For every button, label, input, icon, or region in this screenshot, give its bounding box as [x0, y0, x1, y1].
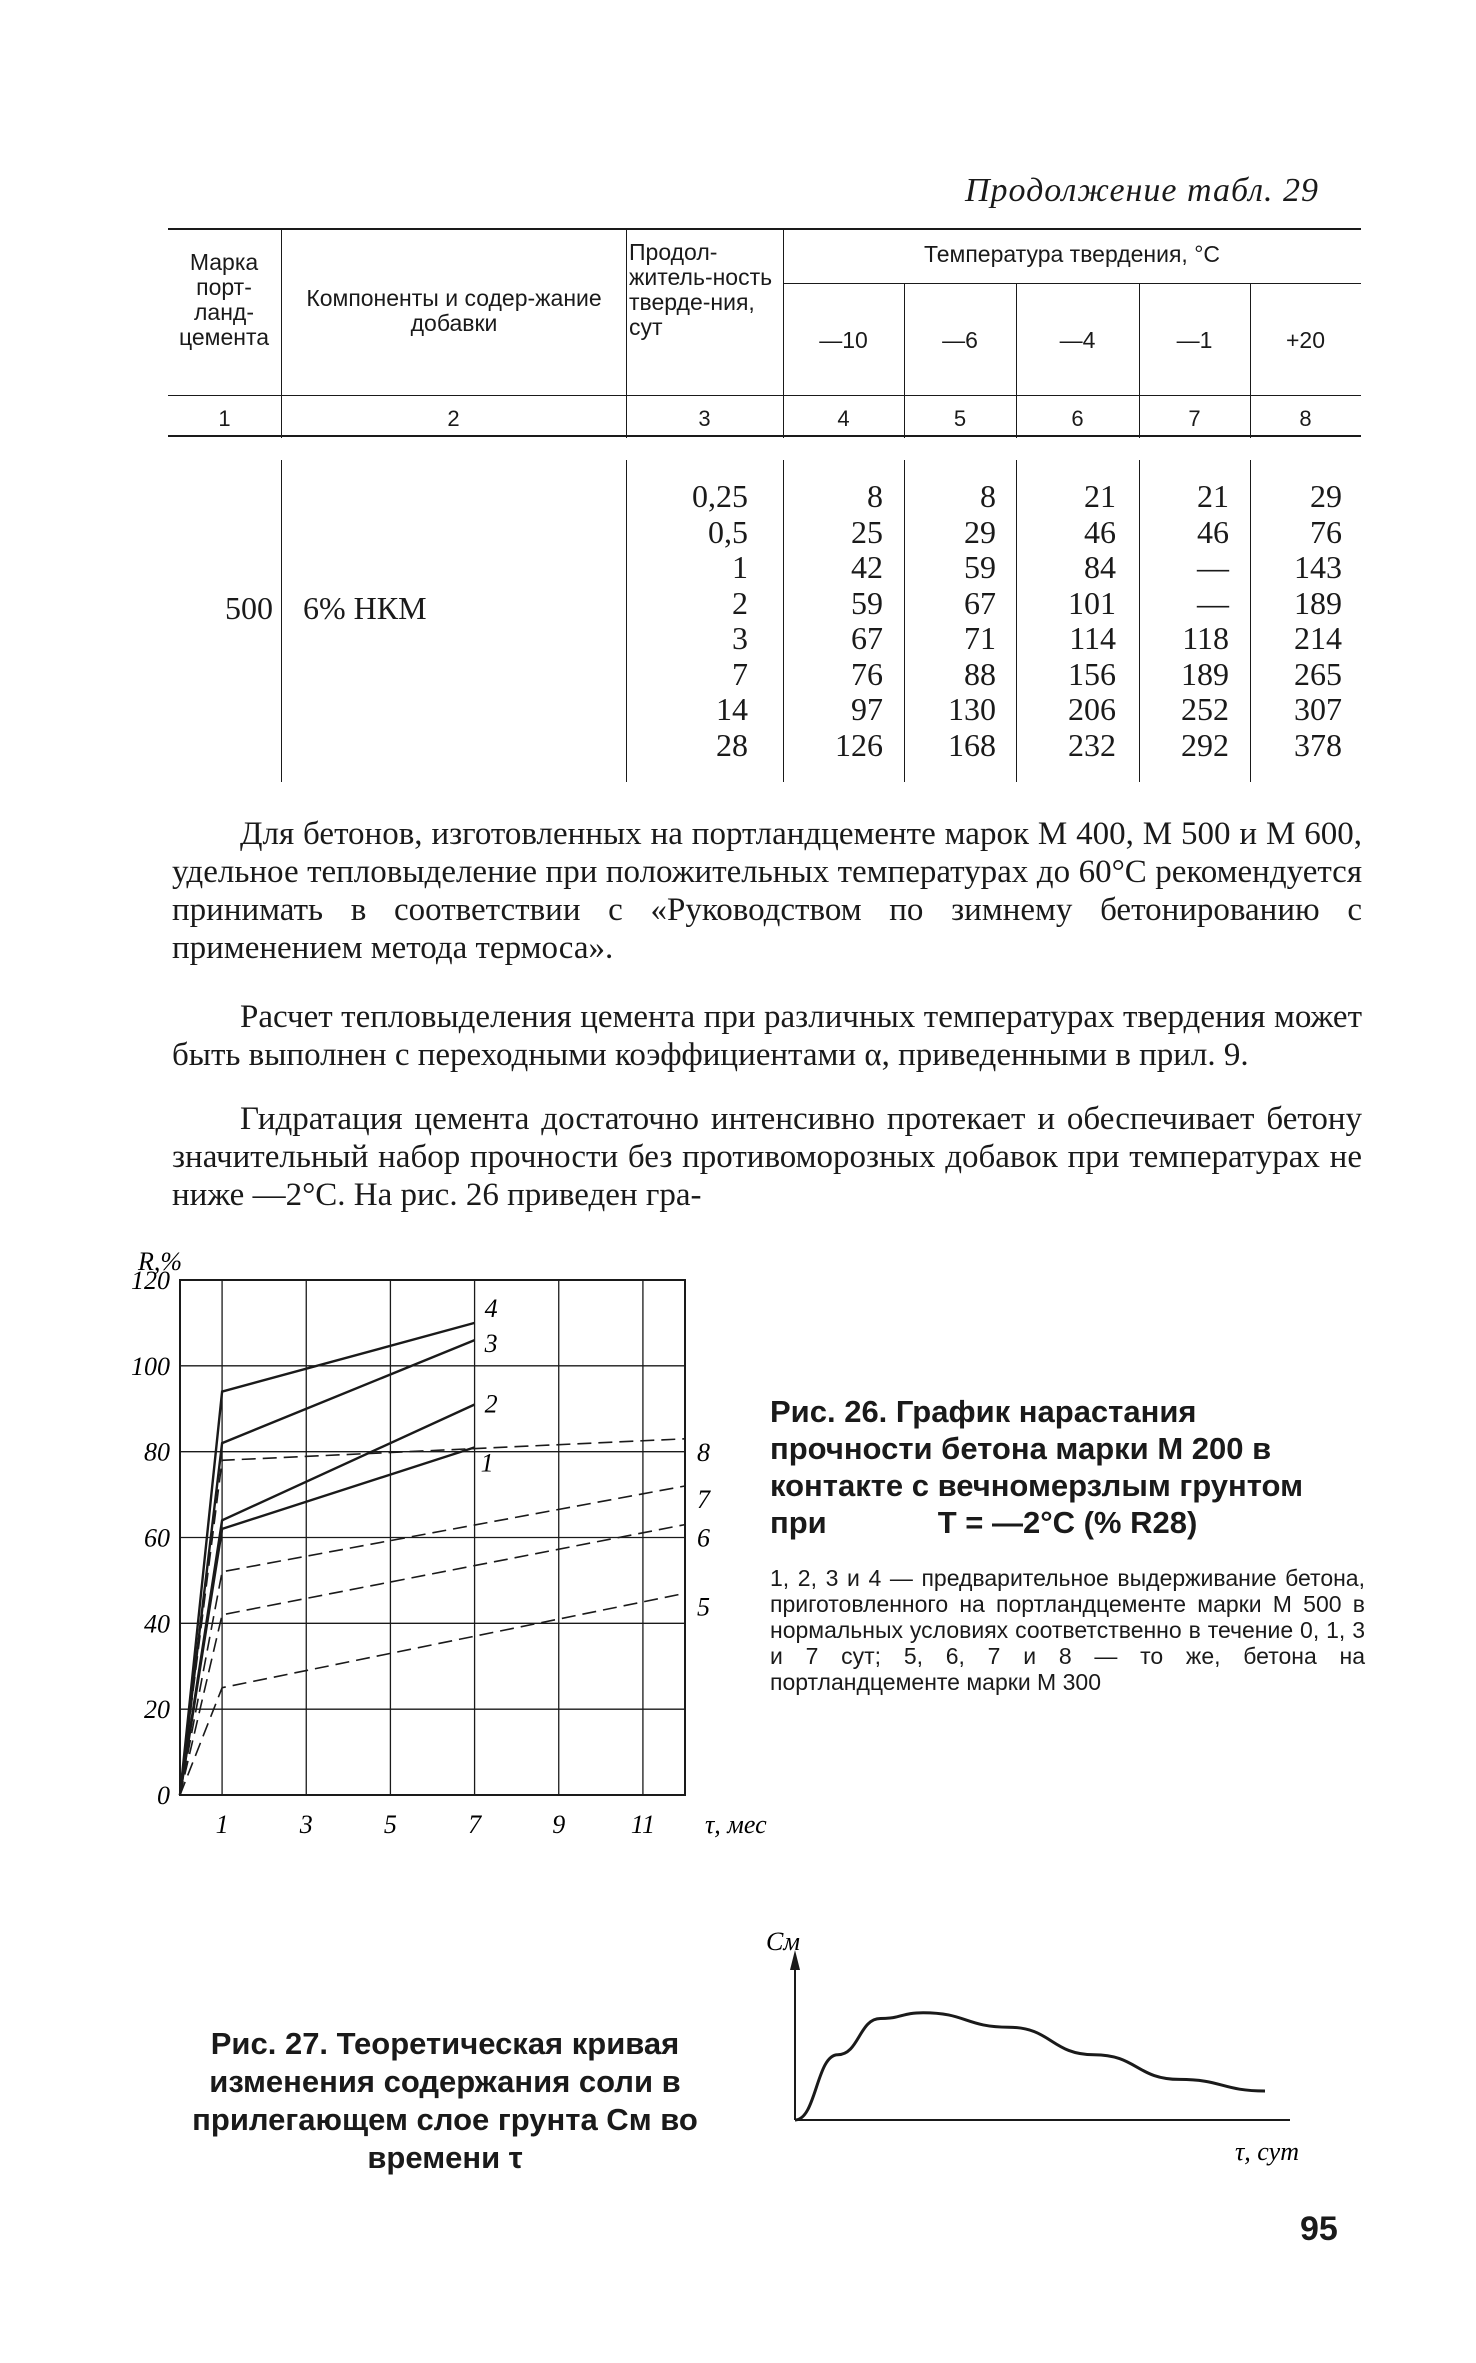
- fig26-curve-label-4: 4: [484, 1293, 498, 1323]
- fig26-curve-label-5: 5: [697, 1592, 710, 1622]
- duration-cell: 0,5: [708, 513, 748, 550]
- fig26-y-tick: 100: [131, 1351, 170, 1381]
- fig26-x-tick: 3: [299, 1810, 313, 1839]
- fig26-x-tick: 5: [383, 1810, 397, 1839]
- fig26-curve-1: [180, 1447, 475, 1795]
- duration-cell: 28: [716, 726, 748, 763]
- continuation-title: Продолжение табл. 29: [965, 172, 1320, 209]
- strength-cell: 101: [1068, 584, 1116, 621]
- strength-cell: 189: [1294, 584, 1342, 621]
- page-number: 95: [1300, 2210, 1338, 2248]
- figure-26-formula: T = —2°C (% R28): [937, 1505, 1198, 1540]
- duration-cell: 0,25: [692, 478, 748, 514]
- strength-cell: 232: [1068, 726, 1116, 763]
- column-number: 3: [698, 406, 711, 431]
- fig26-curve-7: [180, 1486, 685, 1795]
- column-number: 1: [218, 406, 231, 431]
- strength-cell: 252: [1181, 691, 1229, 727]
- fig26-curve-label-7: 7: [697, 1485, 710, 1514]
- column-number: 7: [1188, 406, 1201, 431]
- header-temp-minus6: —6: [942, 327, 978, 353]
- strength-cell: 114: [1069, 620, 1116, 656]
- figure-27-caption: Рис. 27. Теоретическая кривая изменения содержания соли в прилегающем слое грунта См во времени τ: [192, 2026, 698, 2175]
- strength-cell: 25: [851, 513, 883, 550]
- fig26-y-tick: 60: [144, 1523, 170, 1553]
- fig26-x-tick: 9: [552, 1810, 566, 1839]
- strength-cell: 265: [1294, 655, 1342, 692]
- fig27-y-label: См: [766, 1927, 800, 1956]
- data-table: [168, 228, 1361, 788]
- header-temp-minus4: —4: [1059, 327, 1096, 353]
- strength-cell: 21: [1197, 478, 1229, 514]
- strength-cell: 29: [964, 513, 996, 550]
- strength-cell: 189: [1181, 655, 1229, 692]
- header-temp-minus10: —10: [819, 327, 868, 353]
- strength-cell: 42: [851, 549, 883, 585]
- strength-cell: 46: [1197, 513, 1229, 550]
- strength-cell: 76: [851, 655, 883, 692]
- strength-cell: 168: [948, 726, 996, 763]
- cement-grade-cell: 500: [225, 590, 273, 626]
- fig26-x-label: τ, мес: [705, 1810, 767, 1839]
- strength-cell: 59: [851, 584, 883, 621]
- figure-27-chart: [760, 1920, 1320, 2170]
- paragraph-2: Расчет тепловыделения цемента при различных температурах твердения может быть выполнен с переходными коэффициентами α, приведенными в прил. 9.: [172, 999, 1362, 1073]
- header-components: Компоненты и содер-жание добавки: [306, 285, 602, 336]
- fig26-x-tick: 11: [630, 1810, 655, 1839]
- strength-cell: 59: [964, 549, 996, 585]
- strength-cell: 292: [1181, 726, 1229, 763]
- figure-26-title: Рис. 26. График нарастания прочности бетона марки М 200 в контакте с вечномерзлым грунтом при: [770, 1394, 1304, 1540]
- strength-cell: —: [1197, 549, 1229, 585]
- fig26-y-label: R,%: [138, 1247, 183, 1276]
- fig26-curve-label-6: 6: [697, 1523, 710, 1553]
- fig26-curve-label-8: 8: [697, 1437, 710, 1467]
- fig26-curve-2: [180, 1405, 475, 1796]
- strength-cell: 130: [948, 691, 996, 727]
- strength-cell: 206: [1068, 691, 1116, 727]
- fig27-curve: [795, 2013, 1265, 2120]
- column-number: 2: [447, 406, 460, 431]
- paragraph-1: Для бетонов, изготовленных на портландцементе марок М 400, М 500 и М 600, удельное тепловыделение при положительных температурах до 60°С рекомендуется принимать в соответствии с «Руководством по зимнему бетонированию с применением метода термоса».: [172, 816, 1362, 966]
- strength-cell: 378: [1294, 726, 1342, 763]
- fig27-x-label: τ, сут: [1235, 2137, 1299, 2166]
- additive-cell: 6% НКМ: [303, 590, 427, 626]
- duration-cell: 3: [732, 620, 748, 656]
- fig26-curve-label-3: 3: [484, 1329, 498, 1359]
- strength-cell: 214: [1294, 620, 1342, 656]
- strength-cell: 97: [851, 691, 883, 727]
- fig26-curve-3: [180, 1340, 475, 1795]
- strength-cell: 67: [851, 620, 883, 656]
- header-duration: Продол-житель-ность тверде-ния, сут: [629, 239, 773, 340]
- strength-cell: 307: [1294, 691, 1342, 727]
- strength-cell: 29: [1310, 478, 1342, 514]
- strength-cell: 76: [1310, 513, 1342, 550]
- fig26-curve-label-2: 2: [484, 1389, 498, 1419]
- fig26-y-tick: 0: [157, 1781, 170, 1810]
- strength-cell: 84: [1084, 549, 1116, 585]
- strength-cell: 118: [1182, 620, 1229, 656]
- figure-26-note: 1, 2, 3 и 4 — предварительное выдерживание бетона, приготовленного на портландцементе марки М 500 в нормальных условиях соответственно в течение 0, 1, 3 и 7 сут; 5, 6, 7 и 8 — то же, бетона на портландцементе марки М 300: [770, 1565, 1365, 1695]
- duration-cell: 2: [732, 584, 748, 621]
- strength-cell: 46: [1084, 513, 1116, 550]
- header-temp-plus20: +20: [1285, 327, 1325, 353]
- fig26-y-tick: 120: [131, 1266, 170, 1295]
- header-temp-minus1: —1: [1176, 327, 1213, 353]
- fig26-x-tick: 7: [468, 1810, 482, 1839]
- strength-cell: 71: [964, 620, 996, 656]
- strength-cell: 88: [964, 655, 996, 692]
- strength-cell: 8: [867, 478, 883, 514]
- header-temperature: Температура твердения, °C: [923, 241, 1221, 267]
- column-number: 6: [1071, 406, 1084, 431]
- figure-26-chart: [120, 1240, 767, 1880]
- column-number: 5: [953, 406, 967, 431]
- strength-cell: 143: [1294, 549, 1342, 585]
- fig26-y-tick: 40: [144, 1609, 170, 1639]
- fig26-curve-8: [180, 1439, 685, 1795]
- column-number: 4: [837, 406, 850, 431]
- strength-cell: 156: [1068, 655, 1116, 692]
- strength-cell: 8: [980, 478, 996, 514]
- fig26-curve-4: [180, 1323, 475, 1795]
- strength-cell: 126: [835, 726, 883, 763]
- duration-cell: 1: [732, 549, 748, 585]
- fig26-x-tick: 1: [215, 1810, 229, 1839]
- fig26-curve-label-1: 1: [480, 1448, 494, 1478]
- column-number: 8: [1299, 406, 1312, 431]
- fig26-y-tick: 20: [144, 1695, 170, 1725]
- duration-cell: 7: [732, 655, 748, 692]
- paragraph-3: Гидратация цемента достаточно интенсивно протекает и обеспечивает бетону значительный набор прочности без противоморозных добавок при температурах не ниже —2°С. На рис. 26 приведен гра-: [172, 1101, 1362, 1213]
- header-cement-grade: Марка порт-ланд-цемента: [178, 249, 270, 350]
- strength-cell: —: [1197, 584, 1229, 621]
- duration-cell: 14: [716, 691, 748, 727]
- strength-cell: 67: [964, 584, 996, 621]
- fig26-y-tick: 80: [144, 1437, 170, 1467]
- strength-cell: 21: [1084, 478, 1116, 514]
